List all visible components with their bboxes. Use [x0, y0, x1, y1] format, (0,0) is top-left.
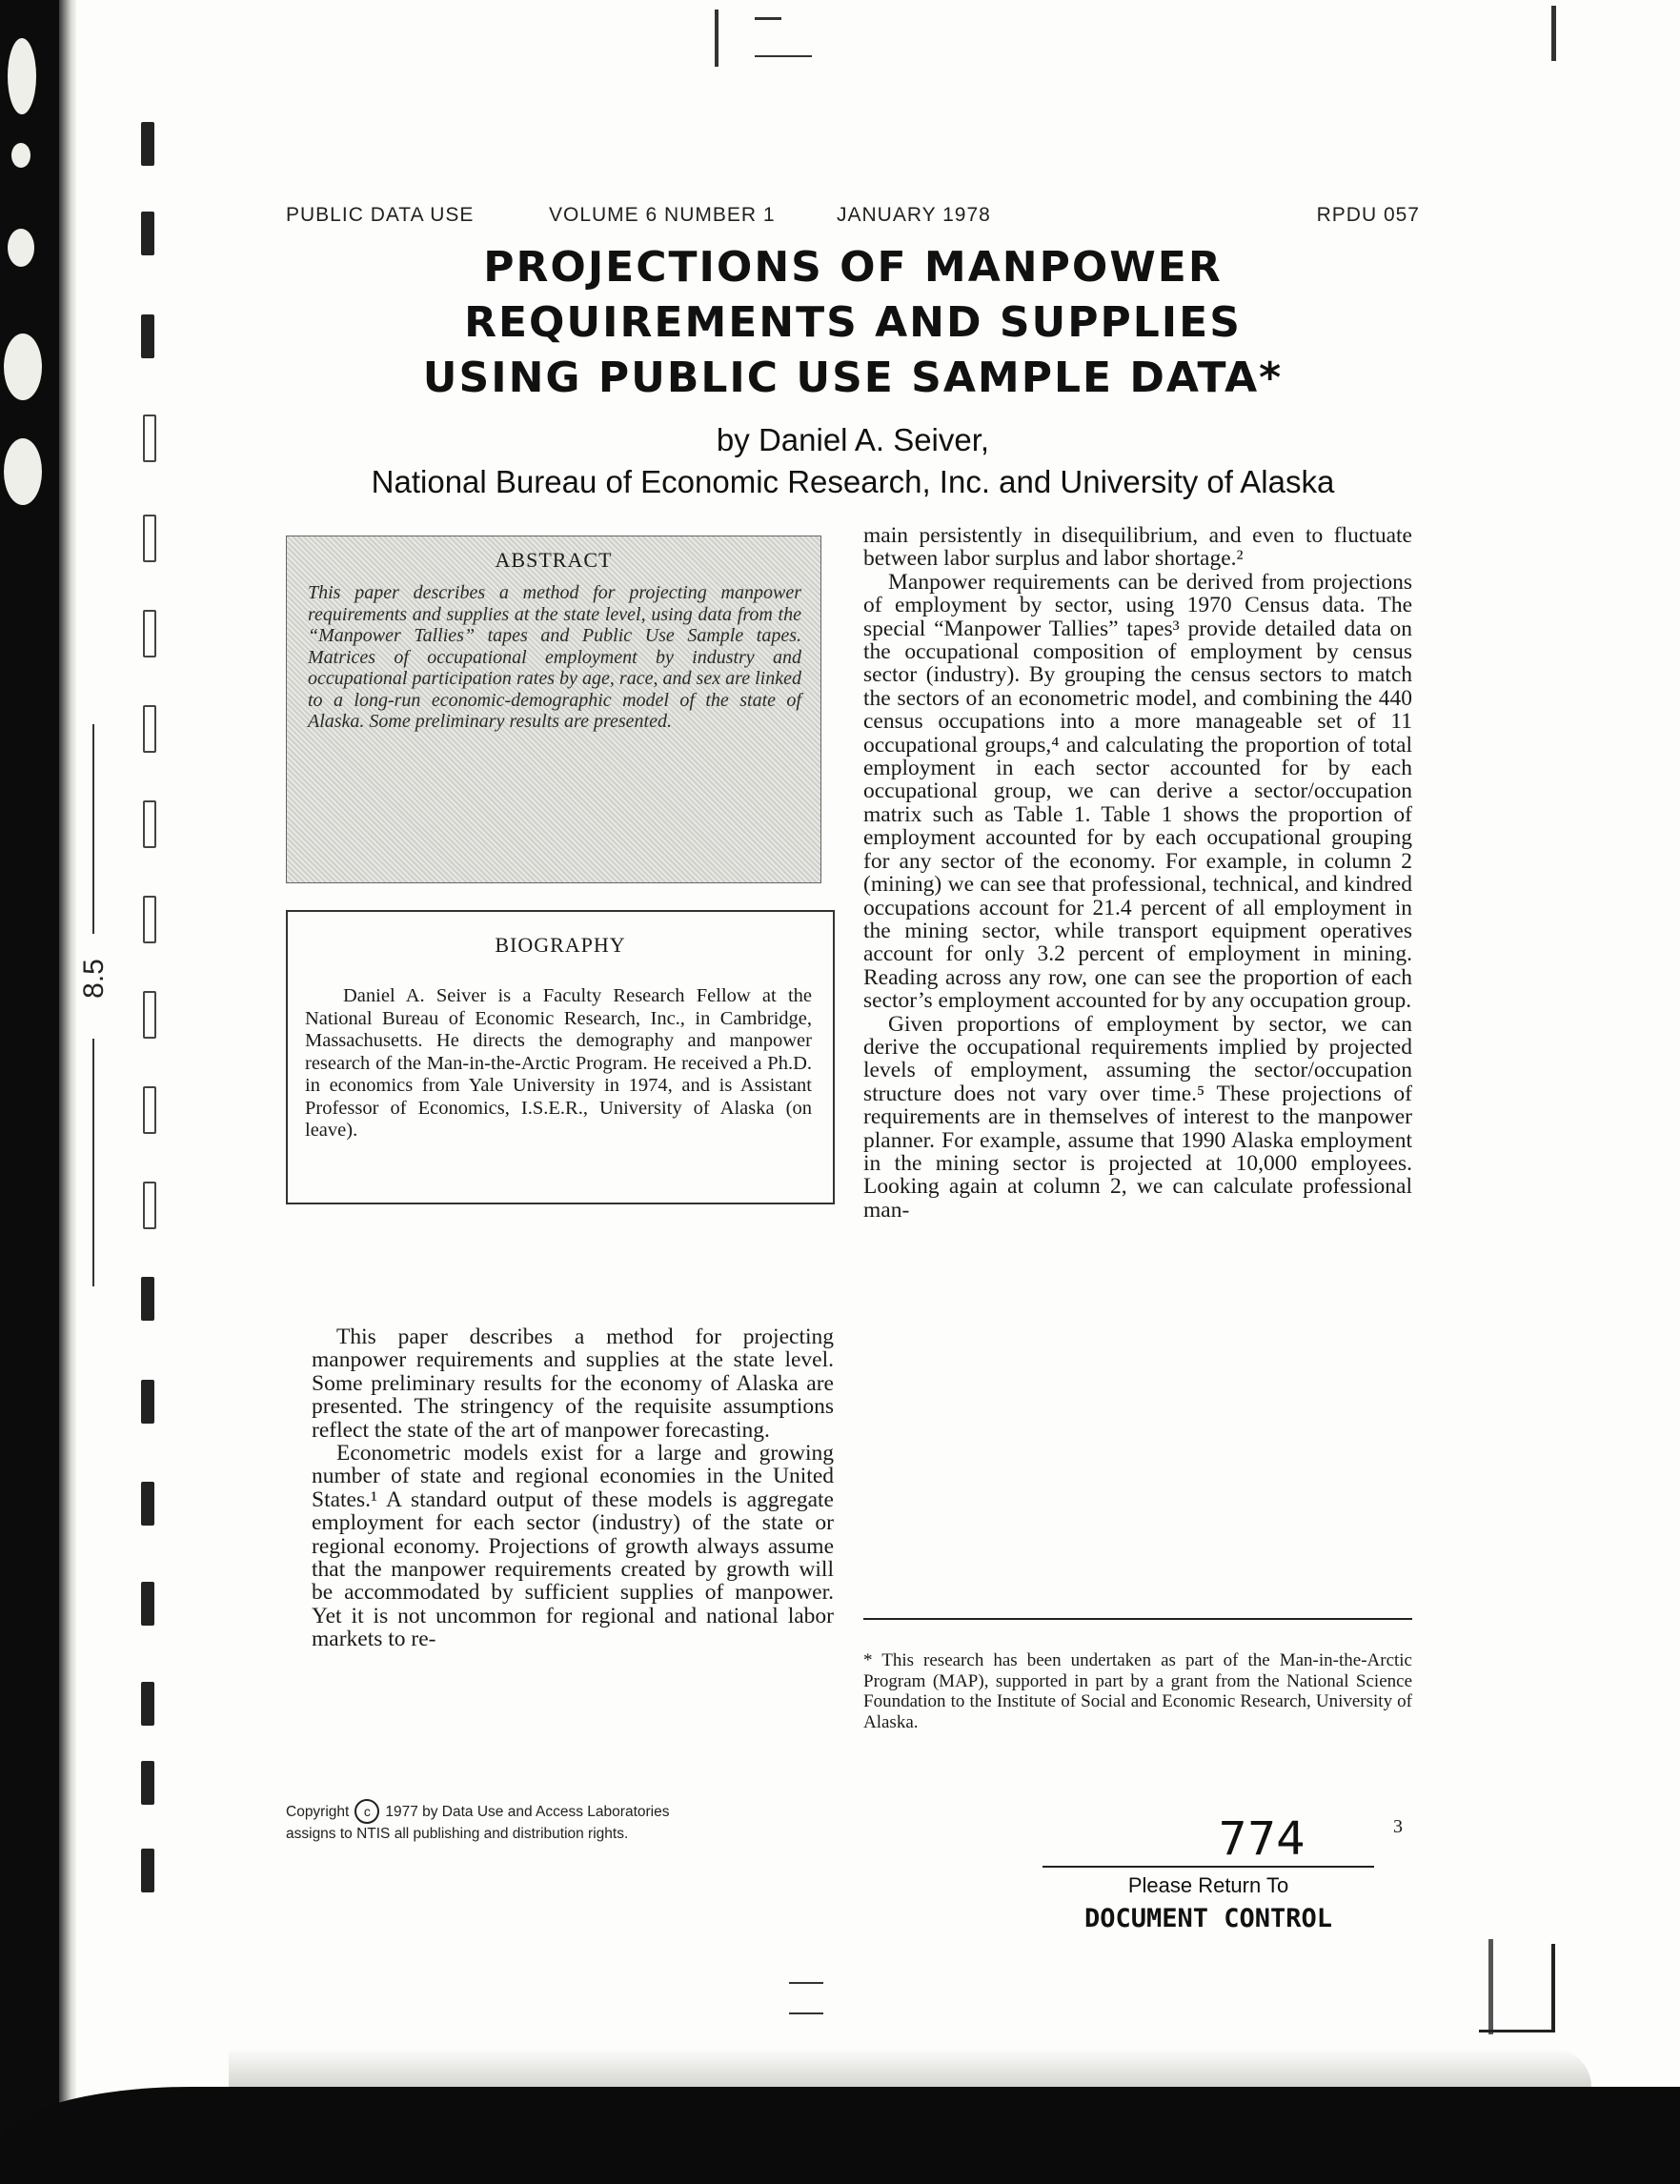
scan-edge-shadow [59, 0, 76, 2184]
paragraph: Econometric models exist for a large and growing number of state and regional economies in the United States.¹ A standard output of these models is aggregate employment for each sector (industry) of the state or regional economy. Projections of growth always assume that the manpower requirements created by growth will be accommodated by sufficient supplies of manpower. Yet it is not uncommon for regional and national labor markets to re- [312, 1441, 834, 1652]
punch-mark [143, 515, 156, 562]
binding-hole [8, 38, 36, 114]
punch-mark [143, 1182, 156, 1229]
margin-rule [92, 724, 94, 934]
body-left-column [312, 1325, 834, 1651]
copyright-symbol: c [354, 1799, 379, 1824]
biography-text: Daniel A. Seiver is a Faculty Research Fellow at the National Bureau of Economic Research, Inc., in Cambridge, Massachusetts. He directs the demography and manpower research of the Man-in-the-Arctic Program. He received a Ph.D. in economics from Yale University in 1974, and is Assistant Professor of Economics, I.S.E.R., University of Alaska (on leave). [305, 985, 812, 1141]
paragraph: main persistently in disequilibrium, and even to fluctuate between labor surplus and labor shortage.² [863, 523, 1412, 572]
abstract-text: This paper describes a method for projecting manpower requirements and supplies at the state level, using data from the “Manpower Tallies” tapes and Public Use Sample tapes. Matrices of occupational employment by industry and occupational participation rates by age, race, and sex are linked to a long-run economic-demographic model of the state of Alaska. Some preliminary results are presented. [308, 582, 801, 732]
journal-name: PUBLIC DATA USE [286, 204, 475, 226]
paragraph: Manpower requirements can be derived from projections of employment by sector, using 1970 Census data. The special “Manpower Tallies” tapes³ provide detailed data on the occupational composition of employment by census sector (industry). By grouping the census sectors to match the sectors of an econometric model, and combining the 440 census occupations into a more manageable set of 11 occupational groups,⁴ and calculating the proportion of total employment in each sector accounted for by each occupational group, we can derive a sector/occupation matrix such as Table 1. Table 1 shows the proportion of employment accounted for by each occupational grouping for any sector of the economy. For example, in column 2 (mining) we can see that professional, technical, and kindred occupations account for 21.4 percent of all employment in the mining sector, while transport equipment operatives account for only 3.2 percent of employment in mining. Reading across any row, one can see the proportion of each sector’s employment accounted for by any occupation group. [863, 569, 1412, 1014]
title-line-1: PROJECTIONS OF MANPOWER [483, 243, 1223, 292]
top-scan-mark [755, 17, 781, 20]
author: by Daniel A. Seiver, [716, 422, 990, 457]
document-code: RPDU 057 [1316, 204, 1420, 226]
abstract-box [286, 536, 821, 883]
copyright-holder: 1977 by Data Use and Access Laboratories [385, 1804, 670, 1820]
punch-mark [141, 1582, 154, 1626]
paragraph: Given proportions of employment by sector, we can derive the occupational requirements implied by projected levels of employment, assuming the sector/occupation structure does not vary over time.⁵ These projections of requirements are in themselves of interest to the manpower planner. For example, assume that 1990 Alaska employment in the mining sector is projected at 10,000 employees. Looking again at column 2, we can calculate professional man- [863, 1011, 1412, 1223]
scan-binding-edge [0, 0, 59, 2184]
bottom-scan-mark [789, 1982, 823, 1984]
handwritten-number: 774 [1218, 1812, 1306, 1866]
binding-hole [8, 229, 34, 267]
punch-mark [141, 212, 154, 255]
document-control-stamp: DOCUMENT CONTROL [1083, 1904, 1333, 1933]
punch-mark [143, 705, 156, 753]
corner-mark [1488, 1939, 1493, 2034]
copyright-rights: assigns to NTIS all publishing and distribution rights. [286, 1826, 629, 1842]
margin-mark: 8.5 [77, 959, 110, 999]
binding-hole [4, 334, 42, 400]
punch-mark [143, 1086, 156, 1134]
scan-bottom-edge [0, 2087, 1680, 2184]
abstract-heading: ABSTRACT [495, 548, 613, 572]
punch-mark [143, 610, 156, 657]
affiliation: National Bureau of Economic Research, Inc. and University of Alaska [371, 464, 1335, 499]
punch-mark [141, 1682, 154, 1726]
byline [286, 419, 1420, 503]
punch-mark [141, 122, 154, 166]
title-line-3: USING PUBLIC USE SAMPLE DATA* [422, 354, 1284, 402]
footnote: * This research has been undertaken as part of the Man-in-the-Arctic Program (MAP), supported in part by a grant from the National Science Foundation to the Institute of Social and Economic Research, University of Alaska. [863, 1650, 1412, 1732]
punch-mark [141, 314, 154, 358]
punch-mark [141, 1761, 154, 1805]
margin-rule [92, 1039, 94, 1286]
issue-date: JANUARY 1978 [837, 204, 991, 226]
corner-mark [1551, 1944, 1555, 2032]
running-header [286, 204, 1420, 233]
article-title [286, 240, 1420, 406]
punch-mark [143, 415, 156, 462]
page-number: 3 [1393, 1816, 1403, 1837]
biography-heading: BIOGRAPHY [495, 933, 626, 957]
binding-hole [11, 143, 30, 168]
volume-number: VOLUME 6 NUMBER 1 [549, 204, 776, 226]
punch-mark [141, 1849, 154, 1892]
copyright-notice [286, 1799, 820, 1844]
punch-mark [143, 991, 156, 1039]
copyright-prefix: Copyright [286, 1804, 350, 1820]
punch-mark [143, 896, 156, 943]
biography-box [286, 910, 835, 1204]
top-scan-mark [1551, 6, 1556, 61]
punch-mark [141, 1482, 154, 1526]
binding-hole [4, 438, 42, 505]
punch-mark [141, 1380, 154, 1424]
paragraph: This paper describes a method for projecting manpower requirements and supplies at the state level. Some preliminary results for the economy of Alaska are presented. The stringency of the requisite assumptions reflect the state of the art of manpower forecasting. [312, 1325, 834, 1443]
stamp-rule [1042, 1866, 1374, 1868]
footnote-rule [863, 1618, 1412, 1620]
return-stamp-label: Please Return To [1127, 1873, 1289, 1897]
punch-mark [143, 800, 156, 848]
title-line-2: REQUIREMENTS AND SUPPLIES [464, 298, 1242, 347]
top-scan-mark [715, 10, 719, 67]
corner-mark [1479, 2030, 1555, 2032]
body-right-column [863, 524, 1412, 1222]
bottom-scan-mark [789, 2012, 823, 2014]
punch-mark [141, 1277, 154, 1321]
top-scan-mark [755, 55, 812, 57]
